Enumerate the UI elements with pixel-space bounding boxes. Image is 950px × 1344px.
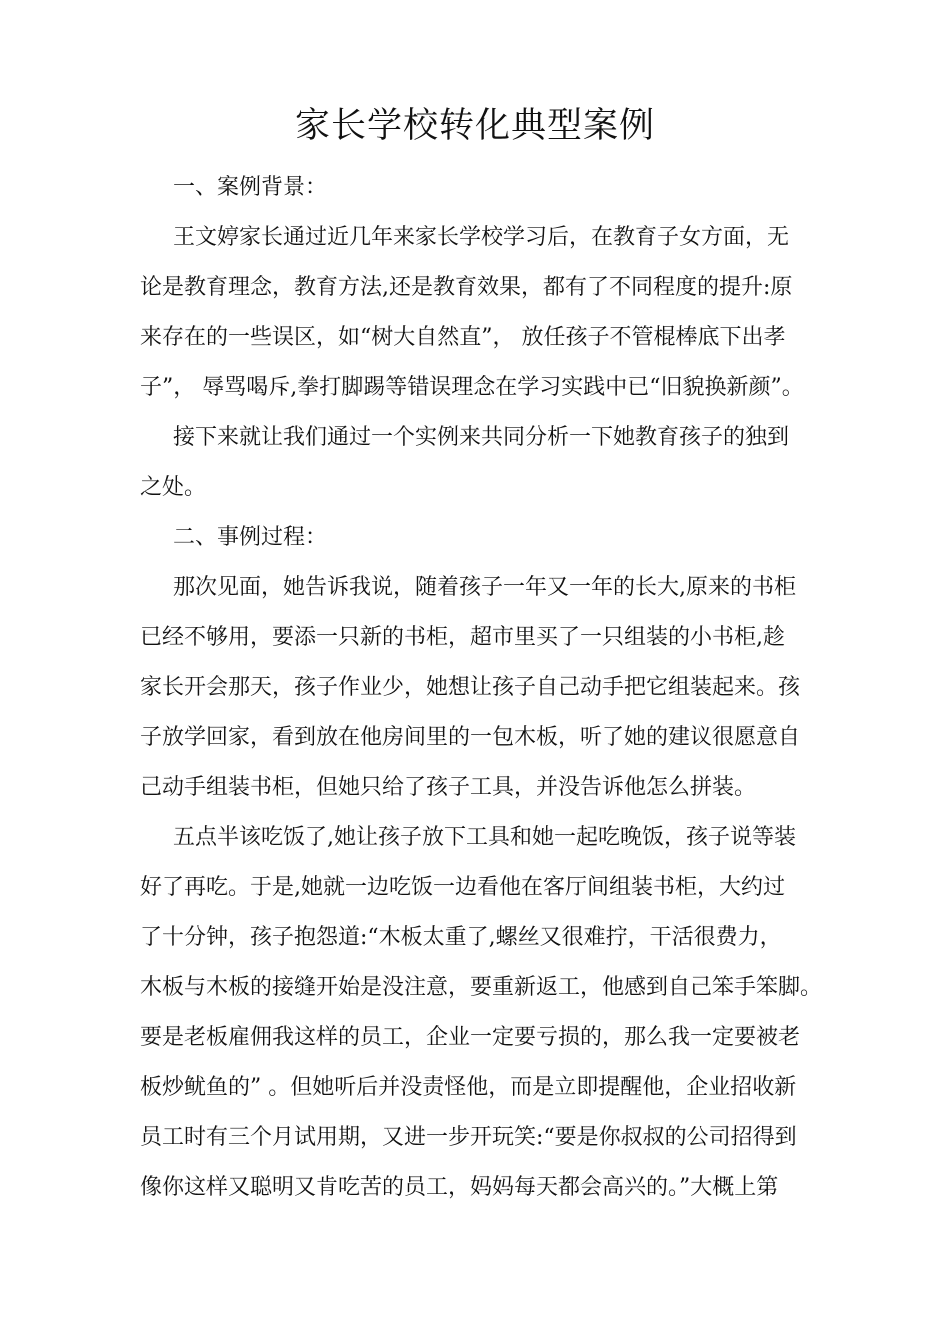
text-line: 好了再吃。于是,她就一边吃饭一边看他在客厅间组装书柜，大约过: [140, 875, 785, 900]
text-line: 子放学回家，看到放在他房间里的一包木板，听了她的建议很愿意自: [140, 725, 801, 750]
text-line: 木板与木板的接缝开始是没注意，要重新返工，他感到自己笨手笨脚。: [140, 975, 823, 1000]
text-line: 之处。: [140, 475, 207, 500]
paragraph-background-summary: [140, 213, 830, 413]
section-heading-background: 一、案例背景：: [173, 175, 328, 200]
document-title: 家长学校转化典型案例: [294, 106, 655, 146]
text-line: 已经不够用，要添一只新的书柜，超市里买了一只组装的小书柜,趁: [140, 625, 785, 650]
text-line: 子”， 辱骂喝斥,拳打脚踢等错误理念在学习实践中已“旧貌换新颜”。: [140, 375, 804, 400]
paragraph-background-intro: [140, 413, 830, 513]
text-line: 了十分钟，孩子抱怨道:“木板太重了,螺丝又很难拧，干活很费力，: [140, 925, 782, 950]
text-line: 板炒鱿鱼的” 。但她听后并没责怪他，而是立即提醒他，企业招收新: [140, 1075, 797, 1100]
text-line: 要是老板雇佣我这样的员工，企业一定要亏损的，那么我一定要被老: [140, 1025, 801, 1050]
document-body: [140, 163, 830, 1213]
text-line: 家长开会那天，孩子作业少，她想让孩子自己动手把它组装起来。孩: [140, 675, 801, 700]
paragraph-process-dinner: [140, 813, 830, 1213]
text-line: 员工时有三个月试用期，又进一步开玩笑:“要是你叔叔的公司招得到: [140, 1125, 797, 1150]
text-line: 那次见面，她告诉我说，随着孩子一年又一年的长大,原来的书柜: [173, 575, 796, 600]
text-line: 来存在的一些误区，如“树大自然直”， 放任孩子不管棍棒底下出孝: [140, 325, 786, 350]
text-line: 己动手组装书柜，但她只给了孩子工具，并没告诉他怎么拼装。: [140, 775, 757, 800]
paragraph-process-bookcase: [140, 563, 830, 813]
text-line: 五点半该吃饭了,她让孩子放下工具和她一起吃晚饭，孩子说等装: [173, 825, 796, 850]
text-line: 王文婷家长通过近几年来家长学校学习后，在教育子女方面，无: [173, 225, 790, 250]
text-line: 论是教育理念，教育方法,还是教育效果，都有了不同程度的提升:原: [140, 275, 793, 300]
section-heading-process: 二、事例过程：: [173, 525, 328, 550]
text-line: 接下来就让我们通过一个实例来共同分析一下她教育孩子的独到: [173, 425, 790, 450]
text-line: 像你这样又聪明又肯吃苦的员工，妈妈每天都会高兴的。”大概上第: [140, 1175, 779, 1200]
